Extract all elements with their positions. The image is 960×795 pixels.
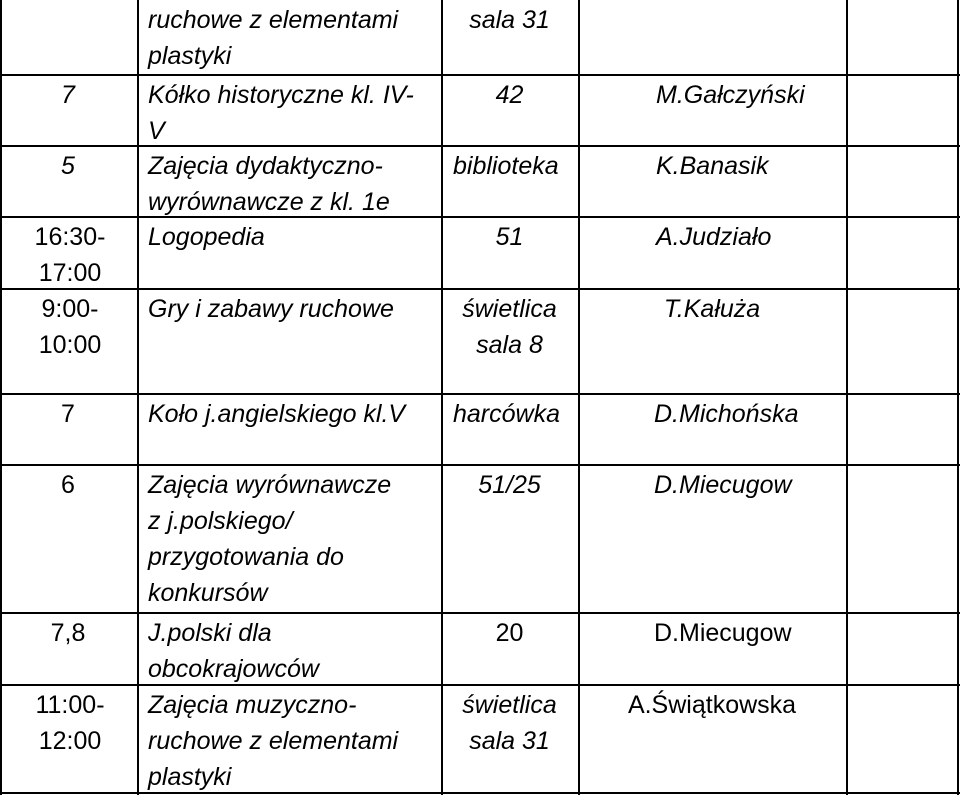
table-border xyxy=(441,0,443,795)
activity-cell: Logopedia xyxy=(148,223,265,251)
teacher-cell: A.Judziało xyxy=(656,223,772,251)
table-border xyxy=(846,0,848,795)
activity-cell: Kółko historyczne kl. IV- V xyxy=(148,81,414,145)
activity-cell: J.polski dla obcokrajowców xyxy=(148,619,319,683)
table-border xyxy=(0,464,960,466)
period-cell: 5 xyxy=(61,152,75,180)
table-border xyxy=(0,612,960,614)
room-cell: biblioteka xyxy=(453,152,559,180)
teacher-cell: D.Miecugow xyxy=(654,619,792,647)
table-border xyxy=(0,145,960,147)
period-cell: 7,8 xyxy=(50,619,86,647)
table-border xyxy=(0,288,960,290)
table-border xyxy=(578,0,580,795)
table-border xyxy=(0,0,2,795)
room-cell: świetlica sala 31 xyxy=(462,691,557,755)
teacher-cell: D.Michońska xyxy=(654,400,799,428)
period-cell: 7 xyxy=(61,400,75,428)
teacher-cell: M.Gałczyński xyxy=(656,81,805,109)
table-border xyxy=(0,216,960,218)
period-cell: 7 xyxy=(61,81,75,109)
table-border xyxy=(957,0,959,795)
room-cell: 20 xyxy=(495,619,524,647)
teacher-cell: D.Miecugow xyxy=(654,471,792,499)
period-cell: 9:00- 10:00 xyxy=(38,295,102,359)
teacher-cell: T.Kałuża xyxy=(663,295,761,323)
room-cell: 42 xyxy=(495,81,524,109)
teacher-cell: K.Banasik xyxy=(656,152,769,180)
table-border xyxy=(137,0,139,795)
period-cell: 11:00- 12:00 xyxy=(35,691,105,755)
period-cell: 16:30- 17:00 xyxy=(34,223,106,287)
activity-cell: Zajęcia dydaktyczno- wyrównawcze z kl. 1e xyxy=(148,152,390,216)
room-cell: świetlica sala 8 xyxy=(462,295,557,359)
room-cell: harcówka xyxy=(453,400,560,428)
activity-cell: ruchowe z elementami plastyki xyxy=(148,6,399,70)
room-cell: 51/25 xyxy=(478,471,541,499)
room-cell: sala 31 xyxy=(469,6,550,34)
table-border xyxy=(0,74,960,76)
activity-cell: Zajęcia muzyczno- ruchowe z elementami plastyki xyxy=(148,691,399,791)
period-cell: 6 xyxy=(61,471,75,499)
table-border xyxy=(0,792,960,794)
table-border xyxy=(0,393,960,395)
table-border xyxy=(0,684,960,686)
room-cell: 51 xyxy=(495,223,524,251)
teacher-cell: A.Świątkowska xyxy=(627,691,797,719)
activity-cell: Zajęcia wyrównawcze z j.polskiego/ przygotowania do konkursów xyxy=(148,471,392,607)
activity-cell: Gry i zabawy ruchowe xyxy=(148,295,394,323)
activity-cell: Koło j.angielskiego kl.V xyxy=(148,400,406,428)
